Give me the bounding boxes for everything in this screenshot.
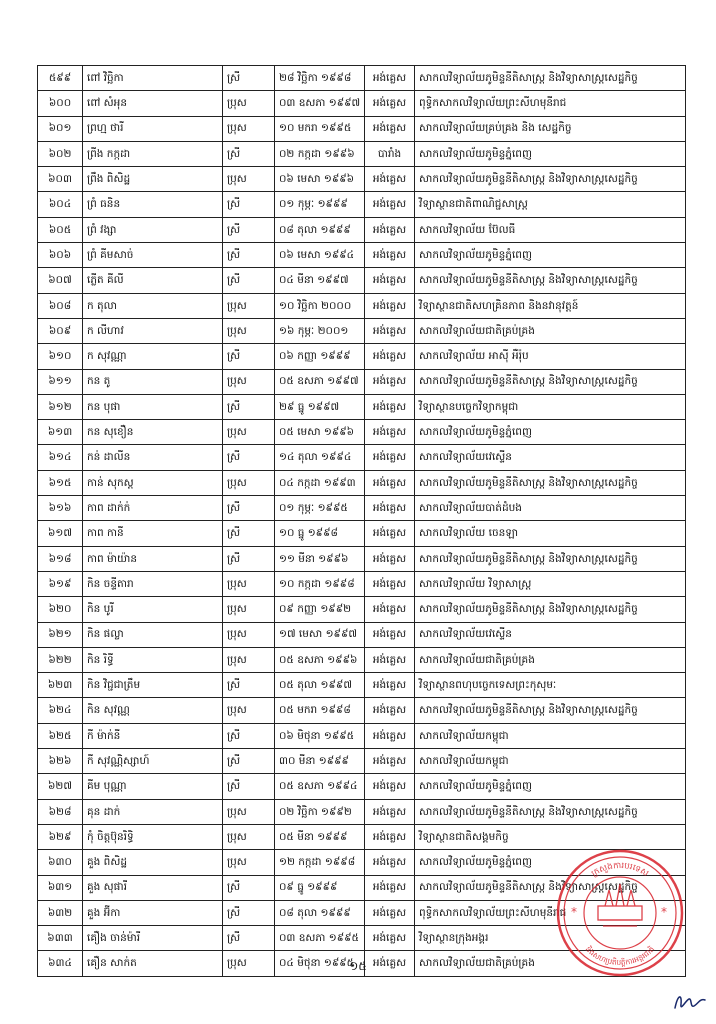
row-number: ៦៣១	[38, 875, 83, 900]
candidate-birth-date: ២៨ វិច្ឆិកា ១៩៩៨	[275, 66, 365, 91]
candidate-language: អង់គ្លេស	[365, 394, 415, 419]
candidate-birth-date: ១៧ មេសា ១៩៩៧	[275, 622, 365, 647]
candidate-sex: ស្រី	[223, 926, 275, 951]
row-number: ៦០៦	[38, 243, 83, 268]
row-number: ៦៣៣	[38, 926, 83, 951]
candidate-institution: សាកលវិទ្យាល័យ ចេនឡា	[415, 521, 686, 546]
candidate-language: អង់គ្លេស	[365, 546, 415, 571]
table-row	[38, 673, 686, 698]
candidate-sex: ប្រុស	[223, 622, 275, 647]
candidate-name: កាព កានី	[83, 521, 223, 546]
candidate-roster-table	[37, 65, 686, 977]
candidate-birth-date: ០៥ ឧសភា ១៩៩៦	[275, 647, 365, 672]
table-row	[38, 824, 686, 849]
candidate-language: បារាំង	[365, 141, 415, 166]
candidate-language: អង់គ្លេស	[365, 824, 415, 849]
candidate-institution: សាកលវិទ្យាល័យបាត់ដំបង	[415, 496, 686, 521]
candidate-name: កី សុវណ្ណិស្សាហ៍	[83, 749, 223, 774]
row-number: ៦០៧	[38, 268, 83, 293]
candidate-sex: ប្រុស	[223, 698, 275, 723]
candidate-name: គុន ដាក់	[83, 799, 223, 824]
candidate-sex: ប្រុស	[223, 799, 275, 824]
row-number: ៦២៤	[38, 698, 83, 723]
candidate-birth-date: ០៣ ឧសភា ១៩៩៥	[275, 926, 365, 951]
candidate-sex: ប្រុស	[223, 116, 275, 141]
candidate-name: ព្រំ គីមសាច់	[83, 243, 223, 268]
candidate-institution: សាកលវិទ្យាល័យភូមិន្ទភ្នំពេញ	[415, 420, 686, 445]
row-number: ៦២៥	[38, 723, 83, 748]
candidate-language: អង់គ្លេស	[365, 268, 415, 293]
candidate-institution: សាកលវិទ្យាល័យភូមិន្ទនីតិសាស្ត្រ និងវិទ្យាសាស្ត្រសេដ្ឋកិច្ច	[415, 369, 686, 394]
candidate-institution: វិទ្យាស្ថានក្រុងអង្គរ	[415, 926, 686, 951]
candidate-language: អង់គ្លេស	[365, 749, 415, 774]
row-number: ៦៣០	[38, 850, 83, 875]
candidate-sex: ស្រី	[223, 394, 275, 419]
candidate-name: ក លីហាវ	[83, 318, 223, 343]
candidate-sex: ស្រី	[223, 521, 275, 546]
candidate-sex: ស្រី	[223, 344, 275, 369]
candidate-sex: ស្រី	[223, 217, 275, 242]
table-row	[38, 723, 686, 748]
candidate-birth-date: ១៦ កុម្ភៈ ២០០១	[275, 318, 365, 343]
candidate-institution: សាកលវិទ្យាល័យ វិទ្យាសាស្ត្រ	[415, 571, 686, 596]
candidate-sex: ប្រុស	[223, 850, 275, 875]
candidate-birth-date: ០៥ មីនា ១៩៩៩	[275, 824, 365, 849]
candidate-sex: ស្រី	[223, 243, 275, 268]
candidate-birth-date: ៣០ មីនា ១៩៩៩	[275, 749, 365, 774]
candidate-name: ពៅ សំអុន	[83, 91, 223, 116]
row-number: ៦១៨	[38, 546, 83, 571]
table-row	[38, 268, 686, 293]
table-row	[38, 394, 686, 419]
table-row	[38, 445, 686, 470]
candidate-birth-date: ០៤ មីនា ១៩៩៧	[275, 268, 365, 293]
candidate-institution: វិទ្យាស្ថានជាតិសហគ្រិនភាព និងនវានុវត្តន៍	[415, 293, 686, 318]
candidate-language: អង់គ្លេស	[365, 774, 415, 799]
candidate-sex: ប្រុស	[223, 951, 275, 976]
candidate-name: គីម បុណ្ណា	[83, 774, 223, 799]
candidate-institution: វិទ្យាស្ថានជាតិពាណិជ្ជសាស្ត្រ	[415, 192, 686, 217]
candidate-language: អង់គ្លេស	[365, 647, 415, 672]
candidate-language: អង់គ្លេស	[365, 369, 415, 394]
candidate-birth-date: ១០ កក្កដា ១៩៩៨	[275, 571, 365, 596]
table-row	[38, 799, 686, 824]
candidate-name: កី ម៉ាក់នី	[83, 723, 223, 748]
candidate-name: ពៅ វិច្ឆិកា	[83, 66, 223, 91]
row-number: ៦១២	[38, 394, 83, 419]
row-number: ៦២៦	[38, 749, 83, 774]
table-row	[38, 217, 686, 242]
candidate-name: គួង អ៊ីកា	[83, 900, 223, 925]
candidate-sex: ស្រី	[223, 774, 275, 799]
candidate-institution: សាកលវិទ្យាល័យជាតិគ្រប់គ្រង	[415, 647, 686, 672]
candidate-birth-date: ០១ កុម្ភៈ ១៩៩៩	[275, 192, 365, 217]
candidate-sex: ប្រុស	[223, 167, 275, 192]
candidate-sex: ស្រី	[223, 141, 275, 166]
candidate-birth-date: ០៥ ឧសភា ១៩៩៧	[275, 369, 365, 394]
candidate-sex: ប្រុស	[223, 571, 275, 596]
candidate-birth-date: ០៥ មេសា ១៩៩៦	[275, 420, 365, 445]
row-number: ៦១៧	[38, 521, 83, 546]
candidate-name: កិន បូរី	[83, 597, 223, 622]
candidate-name: កិន សុវណ្ណ	[83, 698, 223, 723]
table-row	[38, 597, 686, 622]
row-number: ៦០៥	[38, 217, 83, 242]
table-row	[38, 318, 686, 343]
candidate-birth-date: ០៥ ឧសភា ១៩៩៤	[275, 774, 365, 799]
candidate-name: កាព ដាក់ក់	[83, 496, 223, 521]
candidate-sex: ប្រុស	[223, 420, 275, 445]
candidate-language: អង់គ្លេស	[365, 167, 415, 192]
candidate-language: អង់គ្លេស	[365, 243, 415, 268]
candidate-language: អង់គ្លេស	[365, 673, 415, 698]
candidate-institution: វិទ្យាស្ថានពហុបច្ចេកទេសព្រះកុសុមៈ	[415, 673, 686, 698]
row-number: ៦២៩	[38, 824, 83, 849]
candidate-language: អង់គ្លេស	[365, 597, 415, 622]
table-row	[38, 91, 686, 116]
candidate-language: អង់គ្លេស	[365, 318, 415, 343]
candidate-language: អង់គ្លេស	[365, 875, 415, 900]
candidate-institution: សាកលវិទ្យាល័យភូមិន្ទភ្នំពេញ	[415, 243, 686, 268]
candidate-name: គឿន សាក់ត	[83, 951, 223, 976]
candidate-name: កន សុខឿន	[83, 420, 223, 445]
seal-star-left: *	[571, 905, 577, 919]
row-number: ៦០៤	[38, 192, 83, 217]
candidate-institution: សាកលវិទ្យាល័យគ្រប់គ្រង និង សេដ្ឋកិច្ច	[415, 116, 686, 141]
candidate-sex: ស្រី	[223, 445, 275, 470]
candidate-name: ភ្លើត គីលី	[83, 268, 223, 293]
candidate-language: អង់គ្លេស	[365, 91, 415, 116]
candidate-birth-date: ១៤ តុលា ១៩៩៤	[275, 445, 365, 470]
candidate-name: កិន វិជ្ជជាត្រឹម	[83, 673, 223, 698]
row-number: ៦២២	[38, 647, 83, 672]
candidate-sex: ប្រុស	[223, 647, 275, 672]
row-number: ៦១១	[38, 369, 83, 394]
table-row	[38, 546, 686, 571]
candidate-sex: ស្រី	[223, 749, 275, 774]
candidate-name: កន បុផា	[83, 394, 223, 419]
candidate-institution: សាកលវិទ្យាល័យវេស្ទើន	[415, 622, 686, 647]
candidate-language: អង់គ្លេស	[365, 192, 415, 217]
candidate-sex: ស្រី	[223, 66, 275, 91]
table-row	[38, 470, 686, 495]
candidate-name: គួង ពិសិដ្ឋ	[83, 850, 223, 875]
candidate-birth-date: ០៦ មិថុនា ១៩៩៥	[275, 723, 365, 748]
handwritten-signature	[672, 990, 708, 1014]
row-number: ៦០៨	[38, 293, 83, 318]
candidate-institution: សាកលវិទ្យាល័យ អាស៊ី អឺរ៉ុប	[415, 344, 686, 369]
official-seal-stamp	[555, 848, 685, 978]
candidate-sex: ប្រុស	[223, 597, 275, 622]
candidate-birth-date: ០៤ កក្កដា ១៩៩៣	[275, 470, 365, 495]
table-row	[38, 749, 686, 774]
candidate-birth-date: ០៩ កញ្ញា ១៩៩២	[275, 597, 365, 622]
candidate-institution: សាកលវិទ្យាល័យភូមិន្ទនីតិសាស្ត្រ និងវិទ្យាសាស្ត្រសេដ្ឋកិច្ច	[415, 597, 686, 622]
candidate-sex: ស្រី	[223, 546, 275, 571]
table-row	[38, 496, 686, 521]
row-number: ៦១៥	[38, 470, 83, 495]
row-number: ៦០០	[38, 91, 83, 116]
candidate-birth-date: ០៦ មេសា ១៩៩៦	[275, 167, 365, 192]
candidate-institution: សាកលវិទ្យាល័យភូមិន្ទនីតិសាស្ត្រ និងវិទ្យាសាស្ត្រសេដ្ឋកិច្ច	[415, 470, 686, 495]
candidate-language: អង់គ្លេស	[365, 723, 415, 748]
table-row	[38, 293, 686, 318]
page-number: ១៥	[349, 959, 367, 973]
candidate-language: អង់គ្លេស	[365, 951, 415, 976]
candidate-birth-date: ០៥ តុលា ១៩៩៧	[275, 673, 365, 698]
candidate-sex: ប្រុស	[223, 470, 275, 495]
candidate-sex: ស្រី	[223, 875, 275, 900]
candidate-birth-date: ០៩ ធ្នូ ១៩៩៩	[275, 875, 365, 900]
seal-star-right: *	[661, 905, 667, 919]
row-number: ៥៩៩	[38, 66, 83, 91]
row-number: ៦១៩	[38, 571, 83, 596]
seal-text-bottom: និងសហប្រតិបត្តិការអន្តរជាតិ	[583, 944, 657, 968]
candidate-birth-date: ០២ វិច្ឆិកា ១៩៩២	[275, 799, 365, 824]
candidate-institution: សាកលវិទ្យាល័យភូមិន្ទនីតិសាស្ត្រ និងវិទ្យាសាស្ត្រសេដ្ឋកិច្ច	[415, 167, 686, 192]
candidate-birth-date: ០៣ ឧសភា ១៩៩៧	[275, 91, 365, 116]
candidate-birth-date: ១០ វិច្ឆិកា ២០០០	[275, 293, 365, 318]
table-row	[38, 521, 686, 546]
candidate-name: កាព ម៉ាយ៉ាន	[83, 546, 223, 571]
candidate-birth-date: ០៦ កញ្ញា ១៩៩៩	[275, 344, 365, 369]
candidate-birth-date: ០៨ តុលា ១៩៩៩	[275, 900, 365, 925]
candidate-institution: វិទ្យាស្ថានបច្ចេកវិទ្យាកម្ពុជា	[415, 394, 686, 419]
candidate-institution: សាកលវិទ្យាល័យភូមិន្ទនីតិសាស្ត្រ និងវិទ្យាសាស្ត្រសេដ្ឋកិច្ច	[415, 875, 686, 900]
candidate-sex: ស្រី	[223, 192, 275, 217]
table-row	[38, 192, 686, 217]
candidate-language: អង់គ្លេស	[365, 850, 415, 875]
candidate-institution: ពុទ្ធិកសាកលវិទ្យាល័យព្រះសីហមុនីរាជ	[415, 900, 686, 925]
roster-body	[38, 66, 686, 977]
candidate-sex: ប្រុស	[223, 824, 275, 849]
row-number: ៦០៣	[38, 167, 83, 192]
candidate-sex: ប្រុស	[223, 369, 275, 394]
candidate-institution: សាកលវិទ្យាល័យភូមិន្ទនីតិសាស្ត្រ និងវិទ្យាសាស្ត្រសេដ្ឋកិច្ច	[415, 799, 686, 824]
candidate-institution: ពុទ្ធិកសាកលវិទ្យាល័យព្រះសីហមុនីរាជ	[415, 91, 686, 116]
candidate-sex: ស្រី	[223, 900, 275, 925]
table-row	[38, 141, 686, 166]
candidate-name: ព្រំ វង្សា	[83, 217, 223, 242]
candidate-institution: សាកលវិទ្យាល័យភូមិន្ទនីតិសាស្ត្រ និងវិទ្យាសាស្ត្រសេដ្ឋកិច្ច	[415, 546, 686, 571]
row-number: ៦៣២	[38, 900, 83, 925]
row-number: ៦១៣	[38, 420, 83, 445]
row-number: ៦២៧	[38, 774, 83, 799]
candidate-language: អង់គ្លេស	[365, 698, 415, 723]
candidate-birth-date: ១១ មីនា ១៩៩៦	[275, 546, 365, 571]
table-row	[38, 369, 686, 394]
row-number: ៦១៤	[38, 445, 83, 470]
candidate-institution: សាកលវិទ្យាល័យកម្ពុជា	[415, 749, 686, 774]
candidate-sex: ស្រី	[223, 496, 275, 521]
candidate-institution: សាកលវិទ្យាល័យភូមិន្ទភ្នំពេញ	[415, 141, 686, 166]
candidate-name: គឿង ចាន់ម៉ារី	[83, 926, 223, 951]
candidate-institution: សាកលវិទ្យាល័យភូមិន្ទភ្នំពេញ	[415, 850, 686, 875]
candidate-sex: ស្រី	[223, 268, 275, 293]
candidate-birth-date: ០១ កុម្ភៈ ១៩៩៥	[275, 496, 365, 521]
table-row	[38, 344, 686, 369]
candidate-institution: សាកលវិទ្យាល័យជាតិគ្រប់គ្រង	[415, 951, 686, 976]
candidate-language: អង់គ្លេស	[365, 66, 415, 91]
candidate-birth-date: ០៥ មករា ១៩៩៨	[275, 698, 365, 723]
candidate-institution: សាកលវិទ្យាល័យ ប៊ែលធី	[415, 217, 686, 242]
candidate-birth-date: ១០ មករា ១៩៩៥	[275, 116, 365, 141]
candidate-sex: ស្រី	[223, 673, 275, 698]
candidate-language: អង់គ្លេស	[365, 571, 415, 596]
candidate-name: កិន ផល្លា	[83, 622, 223, 647]
table-row	[38, 571, 686, 596]
candidate-name: កន តូ	[83, 369, 223, 394]
candidate-name: ព្រហ្ម ថារី	[83, 116, 223, 141]
candidate-language: អង់គ្លេស	[365, 496, 415, 521]
candidate-language: អង់គ្លេស	[365, 344, 415, 369]
candidate-birth-date: ០៦ មេសា ១៩៩៤	[275, 243, 365, 268]
candidate-institution: សាកលវិទ្យាល័យវេស្ទើន	[415, 445, 686, 470]
candidate-name: កុំ ចិត្តប៊ុនរិទ្ធិ	[83, 824, 223, 849]
candidate-sex: ប្រុស	[223, 318, 275, 343]
candidate-language: អង់គ្លេស	[365, 926, 415, 951]
table-row	[38, 698, 686, 723]
row-number: ៦១០	[38, 344, 83, 369]
candidate-language: អង់គ្លេស	[365, 293, 415, 318]
candidate-language: អង់គ្លេស	[365, 420, 415, 445]
candidate-institution: សាកលវិទ្យាល័យភូមិន្ទនីតិសាស្ត្រ និងវិទ្យាសាស្ត្រសេដ្ឋកិច្ច	[415, 698, 686, 723]
candidate-birth-date: ០៤ មិថុនា ១៩៩៥	[275, 951, 365, 976]
candidate-name: ក សុវណ្ណា	[83, 344, 223, 369]
candidate-name: កាន់ សុកស្ត	[83, 470, 223, 495]
candidate-sex: ស្រី	[223, 723, 275, 748]
candidate-institution: វិទ្យាស្ថានជាតិសង្គមកិច្ច	[415, 824, 686, 849]
candidate-birth-date: ២៩ ធ្នូ ១៩៩៧	[275, 394, 365, 419]
row-number: ៦២១	[38, 622, 83, 647]
candidate-institution: សាកលវិទ្យាល័យភូមិន្ទនីតិសាស្ត្រ និងវិទ្យាសាស្ត្រសេដ្ឋកិច្ច	[415, 66, 686, 91]
table-row	[38, 420, 686, 445]
candidate-sex: ប្រុស	[223, 293, 275, 318]
seal-text-top: ក្រសួងការបរទេស	[589, 860, 651, 880]
row-number: ៦២០	[38, 597, 83, 622]
table-row	[38, 647, 686, 672]
candidate-name: ក តុលា	[83, 293, 223, 318]
table-row	[38, 243, 686, 268]
row-number: ៦១៦	[38, 496, 83, 521]
candidate-name: ព្រីង កក្កដា	[83, 141, 223, 166]
candidate-name: គួង សុផារី	[83, 875, 223, 900]
candidate-name: ព្រំ ធនិន	[83, 192, 223, 217]
candidate-birth-date: ១០ ធ្នូ ១៩៩៨	[275, 521, 365, 546]
table-row	[38, 622, 686, 647]
candidate-birth-date: ១២ កក្កដា ១៩៩៨	[275, 850, 365, 875]
candidate-language: អង់គ្លេស	[365, 217, 415, 242]
angkor-emblem-icon	[598, 884, 642, 926]
candidate-language: អង់គ្លេស	[365, 445, 415, 470]
candidate-language: អង់គ្លេស	[365, 470, 415, 495]
table-row	[38, 774, 686, 799]
candidate-language: អង់គ្លេស	[365, 521, 415, 546]
row-number: ៦២៨	[38, 799, 83, 824]
candidate-name: កន់ ដាលីន	[83, 445, 223, 470]
row-number: ៦៣៤	[38, 951, 83, 976]
row-number: ៦០២	[38, 141, 83, 166]
candidate-sex: ប្រុស	[223, 91, 275, 116]
candidate-institution: សាកលវិទ្យាល័យភូមិន្ទនីតិសាស្ត្រ និងវិទ្យាសាស្ត្រសេដ្ឋកិច្ច	[415, 268, 686, 293]
table-row	[38, 116, 686, 141]
candidate-name: កិន ចន្ទីតារា	[83, 571, 223, 596]
row-number: ៦២៣	[38, 673, 83, 698]
candidate-institution: សាកលវិទ្យាល័យភូមិន្ទភ្នំពេញ	[415, 774, 686, 799]
table-row	[38, 66, 686, 91]
candidate-language: អង់គ្លេស	[365, 799, 415, 824]
candidate-language: អង់គ្លេស	[365, 900, 415, 925]
candidate-institution: សាកលវិទ្យាល័យកម្ពុជា	[415, 723, 686, 748]
candidate-name: កិន រិទ្ធី	[83, 647, 223, 672]
candidate-language: អង់គ្លេស	[365, 622, 415, 647]
table-row	[38, 167, 686, 192]
row-number: ៦០៩	[38, 318, 83, 343]
candidate-birth-date: ០២ កក្កដា ១៩៩៦	[275, 141, 365, 166]
candidate-birth-date: ០៨ តុលា ១៩៩៩	[275, 217, 365, 242]
candidate-language: អង់គ្លេស	[365, 116, 415, 141]
candidate-name: ព្រឹង ពិសិដ្ឋ	[83, 167, 223, 192]
row-number: ៦០១	[38, 116, 83, 141]
candidate-institution: សាកលវិទ្យាល័យជាតិគ្រប់គ្រង	[415, 318, 686, 343]
